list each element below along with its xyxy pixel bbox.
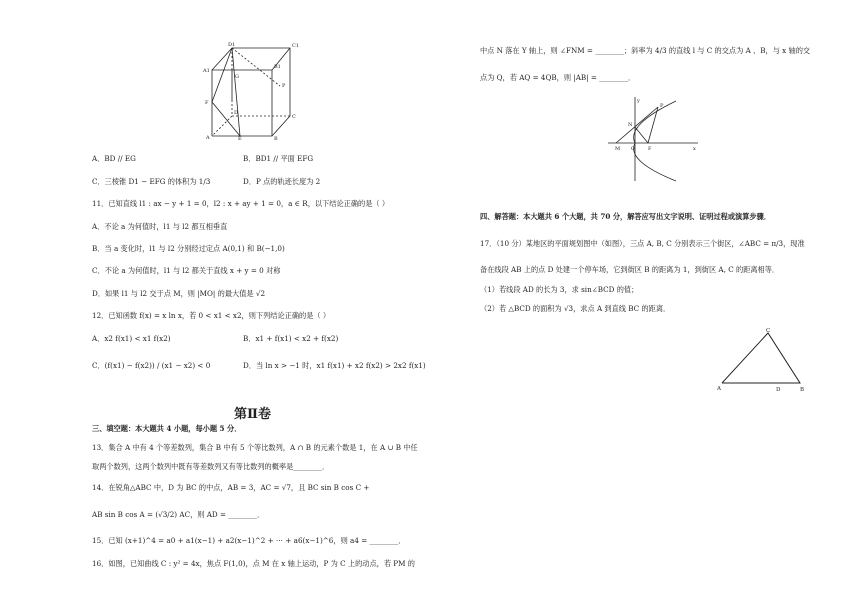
right-column bbox=[430, 0, 860, 608]
cube-label: B1 bbox=[274, 64, 281, 70]
cube-label: C bbox=[292, 114, 296, 120]
triangle-figure bbox=[714, 325, 819, 395]
parabola-label: y bbox=[637, 98, 640, 104]
q10-option-d: D．P 点的轨迹长度为 2 bbox=[243, 177, 321, 186]
q16-line1: 16．如图，已知曲线 C : y² = 4x，焦点 F(1,0)，点 M 在 x 轴上运动，P 为 C 上的动点，若 PM 的 bbox=[92, 559, 415, 568]
parabola-label: x bbox=[693, 146, 696, 152]
parabola-figure bbox=[606, 95, 701, 185]
q11-option-a: A．不论 a 为何值时，l1 与 l2 都互相垂直 bbox=[92, 222, 228, 231]
q14-line1: 14．在锐角△ABC 中，D 为 BC 的中点，AB = 3，AC = √7，且 BC sin B cos C + bbox=[92, 483, 370, 492]
q17-line1: 17．（10 分）某地区的平面规划图中（如图），三点 A, B, C 分别表示三个街区，∠ABC = π/3，现准 bbox=[480, 239, 805, 248]
q11-stem: 11．已知直线 l1 : ax − y + 1 = 0，l2 : x + ay + 1 = 0，a ∈ R，以下结论正确的是（ ） bbox=[92, 199, 390, 208]
cube-label: G bbox=[235, 74, 239, 80]
cube-label: D1 bbox=[228, 42, 236, 48]
cube-label: A bbox=[206, 135, 210, 140]
cube-label: E bbox=[238, 136, 242, 140]
q12-option-b: B．x1 + f(x1) < x2 + f(x2) bbox=[243, 334, 339, 343]
cube-label: B bbox=[274, 136, 278, 140]
q14-line2: AB sin B cos A = (√3/2) AC，则 AD = ________． bbox=[92, 510, 265, 519]
parabola-label: N bbox=[628, 122, 633, 128]
q17-sub2: （2）若 △BCD 的面积为 √3，求点 A 到直线 BC 的距离． bbox=[480, 304, 671, 313]
parabola-label: P bbox=[660, 103, 664, 109]
q12-option-c: C．(f(x1) − f(x2)) / (x1 − x2) < 0 bbox=[92, 361, 211, 370]
q15: 15．已知 (x+1)^4 = a0 + a1(x−1) + a2(x−1)^2 + ⋯ + a6(x−1)^6，则 a4 = ________． bbox=[92, 536, 406, 545]
q12-option-d: D．当 ln x > −1 时，x1 f(x1) + x2 f(x2) > 2x2 f(x1) bbox=[243, 361, 426, 370]
triangle-label: D bbox=[776, 387, 781, 393]
cube-label: C1 bbox=[292, 43, 300, 49]
part4-header: 四、解答题：本大题共 6 个大题，共 70 分，解答应写出文字说明、证明过程或演算步骤． bbox=[480, 212, 771, 221]
q10-option-a: A．BD // EG bbox=[92, 154, 136, 163]
triangle-label: C bbox=[766, 328, 771, 334]
parabola-label: M bbox=[615, 146, 621, 152]
part3-header: 三、填空题：本大题共 4 小题，每小题 5 分． bbox=[92, 424, 242, 433]
q10-option-c: C．三棱锥 D1 − EFG 的体积为 1/3 bbox=[92, 177, 211, 186]
cube-label: D bbox=[234, 110, 239, 116]
cube-label: F bbox=[205, 100, 209, 106]
triangle-label: B bbox=[800, 387, 805, 393]
cube-figure bbox=[200, 40, 310, 140]
parabola-label: O bbox=[631, 146, 636, 152]
parabola-label: F bbox=[648, 146, 652, 152]
part2-title: 第Ⅱ卷 bbox=[234, 407, 271, 422]
q17-sub1: （1）若线段 AD 的长为 3，求 sin∠BCD 的值； bbox=[480, 285, 639, 294]
q10-option-b: B．BD1 // 平面 EFG bbox=[243, 154, 314, 163]
q17-line2: 备在线段 AB 上的点 D 处建一个停车场，它到街区 B 的距离为 1，到街区 A, C 的距离相等． bbox=[480, 265, 780, 274]
q11-option-d: D．如果 l1 与 l2 交于点 M，则 |MO| 的最大值是 √2 bbox=[92, 289, 266, 298]
cube-label: P bbox=[282, 83, 286, 89]
q11-option-b: B．当 a 变化时，l1 与 l2 分别经过定点 A(0,1) 和 B(−1,0) bbox=[92, 244, 285, 253]
q12-stem: 12．已知函数 f(x) = x ln x，若 0 < x1 < x2，则下列结论正确的是（ ） bbox=[92, 311, 331, 320]
q13-line2: 取两个数列，这两个数列中既有等差数列又有等比数列的概率是________． bbox=[92, 462, 330, 471]
q11-option-c: C．不论 a 为何值时，l1 与 l2 都关于直线 x + y = 0 对称 bbox=[92, 266, 281, 275]
q16-line3: 点为 Q，若 AQ = 4QB，则 |AB| = ________． bbox=[480, 73, 636, 82]
cube-label: A1 bbox=[203, 68, 210, 74]
triangle-label: A bbox=[717, 386, 721, 392]
q12-option-a: A．x2 f(x1) < x1 f(x2) bbox=[92, 334, 171, 343]
q13-line1: 13．集合 A 中有 4 个等差数列，集合 B 中有 5 个等比数列，A ∩ B 的元素个数是 1，在 A ∪ B 中任 bbox=[92, 443, 418, 452]
q16-line2: 中点 N 落在 Y 轴上，则 ∠FNM = ________；斜率为 4/3 的直线 l 与 C 的交点为 A 、B，与 x 轴的交 bbox=[480, 46, 811, 55]
